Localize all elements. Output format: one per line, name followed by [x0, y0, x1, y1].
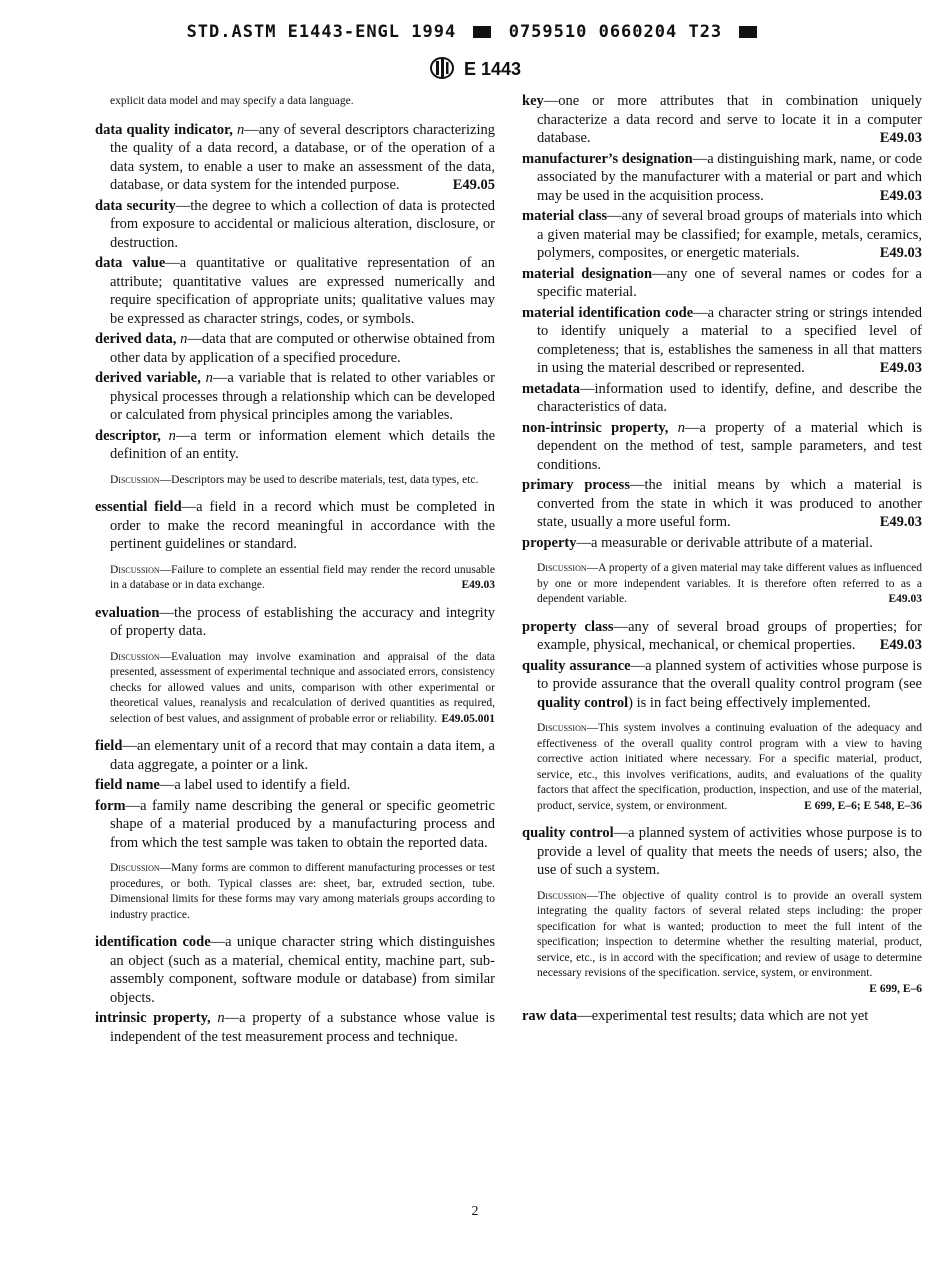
definition-text: —a label used to identify a field. [159, 777, 351, 793]
definition-entry [522, 534, 922, 553]
definition-term: field [95, 738, 123, 754]
definition-entry [95, 254, 495, 328]
committee-code: E49.03 [879, 514, 922, 530]
discussion-text: —The objective of quality control is to provide an overall system integrating the quality factors of several related steps including: the proper specification for what is wanted; production to meet the full intent of the specification; inspection to determine whether the resulting material, product, service, etc., is in accord with the specification; and review of usage to determine necessary revisions of the specification. [537, 889, 922, 979]
discussion-text: —Many forms are common to different manufacturing processes or test procedures, or both. Typical classes are: sheet, bar, extruded section, tube. Dimensional limits for these forms may vary among materials groups according to industry practice. [110, 862, 495, 921]
cross-reference: quality control [537, 694, 629, 711]
definition-text: —a variable that is related to other variables or physical processes through a relationship which can be developed or calculated from physical principles among the variables. [110, 370, 496, 423]
definition-term: property class [522, 618, 614, 635]
definition-entry [95, 797, 495, 853]
discussion-note [110, 861, 495, 923]
definition-term: identification code [95, 934, 211, 950]
definition-term: intrinsic property, [95, 1010, 211, 1026]
definition-entry [522, 618, 922, 655]
definition-entry [95, 330, 495, 367]
definition-entry [522, 304, 922, 378]
definition-text: —any one of several names or codes for a specific material. [537, 265, 922, 300]
part-of-speech: n [180, 331, 188, 347]
part-of-speech: n [677, 419, 685, 436]
definition-text: —a unique character string which distinguishes an object (such as a material, chemical entity, machine part, sub-assembly component, software module or database) from similar objects. [110, 934, 495, 1006]
discussion-label: Discussion [110, 563, 160, 576]
definition-term: material class [522, 208, 608, 224]
definition-term: field name [95, 777, 160, 793]
definition-text: —the degree to which a collection of data is protected from exposure to accidental or malicious alteration, disclosure, or destruction. [110, 197, 496, 251]
definition-term: key [522, 93, 544, 109]
definition-text: —a property of a substance whose value is independent of the test measurement process and technique. [110, 1010, 495, 1045]
definition-entry [522, 657, 922, 713]
definition-text-tail: ) is in fact being effectively implemented. [628, 694, 871, 711]
committee-code: E49.03 [879, 130, 922, 146]
definition-text: —the process of establishing the accuracy and integrity of property data. [110, 604, 495, 639]
definition-text: —one or more attributes that in combination uniquely characterize a data record and serve to locate it in a computer database. [537, 93, 922, 146]
definition-entry [95, 427, 495, 464]
right-column [522, 92, 922, 1028]
header-block-mark [739, 26, 757, 38]
definition-text: —a character string or strings intended to identify uniquely a material to a specified level of completeness; that is, establishes the sameness in all that matters in using the material described or represented. [537, 304, 923, 376]
definition-term: non-intrinsic property, [522, 419, 669, 436]
discussion-note [537, 721, 922, 814]
committee-code: E49.03 [888, 593, 922, 605]
definition-entry [95, 369, 495, 425]
definition-entry [95, 498, 495, 554]
definition-entry [95, 737, 495, 774]
committee-code: E49.03 [461, 579, 495, 591]
discussion-note [537, 561, 922, 608]
definition-term: manufacturer’s designation [522, 150, 693, 167]
definition-entry [522, 419, 922, 475]
discussion-label: Discussion [110, 650, 160, 663]
committee-code: E 699, E–6; E 548, E–36 [804, 799, 922, 812]
definition-text: —any of several broad groups of materials into which a given material may be classified; for example, metals, ceramics, polymers, composites, or energetic materials. [537, 208, 922, 261]
definition-text: —any of several descriptors characterizing the quality of a data record, a database, or of the operation of a data system, to enable a user to make an assessment of the data, database, or data system for the intended purpose. [110, 121, 495, 193]
discussion-text: —Failure to complete an essential field may render the record unusable in a database or in data exchange. [110, 563, 495, 591]
definition-term: property [522, 534, 577, 551]
committee-code: E49.03 [879, 187, 922, 204]
left-column [95, 92, 495, 1048]
discussion-text-tail: service, system, or environment. [722, 967, 873, 979]
definition-entry [522, 207, 922, 263]
definition-term: derived variable, [95, 370, 201, 386]
discussion-label: Discussion [537, 889, 587, 902]
definition-text: —a term or information element which details the definition of an entity. [110, 427, 496, 462]
committee-code: E49.03 [879, 245, 922, 261]
definition-entry [522, 265, 922, 302]
discussion-note [110, 650, 495, 728]
definition-text: —a field in a record which must be completed in order to make the record meaningful in accordance with the pertinent guidelines or standard. [110, 499, 495, 552]
definition-entry [95, 121, 495, 195]
document-header [0, 22, 950, 42]
discussion-text: —A property of a given material may take different values as influenced by one or more independent variables. It is therefore often referred to as a dependent variable. [537, 562, 922, 605]
definition-term: material designation [522, 265, 653, 282]
committee-code: E49.05.001 [441, 712, 495, 725]
definition-text: —a distinguishing mark, name, or code associated by the manufacturer with a material or part and which may be used in the acquisition process. [537, 150, 923, 204]
definition-entry [522, 380, 922, 417]
definition-term: data value [95, 255, 166, 271]
discussion-text: —Evaluation may involve examination and appraisal of the data presented, assessment of experimental technique and associated errors, consistency checks for allowed values and units, comparison with other experimental or theoretical values, reanalysis and recalculation of derived quantities as required, selection of best values, and assignment of probable error or reliability. [110, 650, 495, 725]
definition-entry [522, 1007, 922, 1026]
page-number: 2 [471, 1204, 479, 1219]
definition-entry [95, 197, 495, 253]
definition-text: —an elementary unit of a record that may contain a data item, a data aggregate, a pointer or a link. [110, 738, 495, 773]
part-of-speech: n [236, 121, 245, 138]
definition-entry [95, 933, 495, 1007]
definition-text: —experimental test results; data which are not yet [577, 1008, 869, 1024]
definition-term: evaluation [95, 604, 160, 621]
definition-term: descriptor, [95, 427, 161, 444]
discussion-label: Discussion [537, 562, 587, 574]
header-block-mark [473, 26, 491, 38]
header-left-text: STD.ASTM E1443-ENGL 1994 [186, 22, 457, 42]
definition-entry [522, 150, 922, 206]
definition-term: metadata [522, 380, 580, 397]
definition-term: data quality indicator, [95, 121, 233, 138]
definition-text: —a planned system of activities whose purpose is to provide a level of quality that meets the needs of users; also, the use of such a system. [537, 825, 923, 878]
part-of-speech: n [217, 1010, 225, 1026]
committee-code: E49.03 [879, 637, 922, 653]
definition-entry [95, 776, 495, 795]
definition-entry [95, 1009, 495, 1046]
continuation-text: explicit data model and may specify a data language. [110, 95, 354, 107]
definition-term: raw data [522, 1008, 578, 1024]
discussion-label: Discussion [110, 862, 160, 874]
definition-term: quality assurance [522, 657, 631, 674]
definition-entry [522, 92, 922, 148]
definition-term: data security [95, 197, 176, 214]
definition-text: —a family name describing the general or specific geometric shape of a material produced by a manufacturing process and from which the test sample was taken to obtain the reported data. [110, 797, 495, 851]
committee-code: E49.05 [452, 177, 495, 193]
definition-term: primary process [522, 477, 630, 493]
astm-logo-icon [429, 57, 455, 79]
definition-term: material identification code [522, 304, 694, 321]
part-of-speech: n [205, 370, 213, 386]
discussion-note [110, 563, 495, 594]
discussion-text: —Descriptors may be used to describe materials, test, data types, etc. [159, 473, 479, 486]
committee-code: E 699, E–6 [869, 982, 922, 995]
discussion-note [110, 473, 495, 489]
definition-term: quality control [522, 825, 614, 841]
definition-entry [522, 824, 922, 880]
discussion-label: Discussion [537, 722, 587, 734]
definition-text: —a property of a material which is dependent on the method of test, sample parameters, and test conditions. [537, 419, 922, 473]
standard-title [0, 57, 950, 80]
definition-text: —data that are computed or otherwise obtained from other data by application of a specified procedure. [110, 331, 495, 366]
part-of-speech: n [168, 427, 176, 444]
definition-entry [95, 604, 495, 641]
definition-text: —information used to identify, define, and describe the characteristics of data. [537, 380, 922, 415]
standard-number: E 1443 [463, 59, 522, 79]
definition-text: —a planned system of activities whose purpose is to provide assurance that the overall quality control program (see [537, 657, 922, 692]
definition-entry [522, 476, 922, 532]
definition-text: —a measurable or derivable attribute of a material. [576, 534, 873, 551]
discussion-label: Discussion [110, 473, 160, 486]
definition-text: —a quantitative or qualitative representation of an attribute; quantitative values are expressed numerically and require specification of appropriate units; qualitative values may be expressed as character strings, codes, or symbols. [110, 255, 495, 327]
committee-code: E49.03 [879, 360, 922, 376]
definition-text: —the initial means by which a material is converted from the state in which it was produced to another state, usually a more useful form. [537, 477, 922, 530]
discussion-text: —This system involves a continuing evaluation of the adequacy and effectiveness of the overall quality control program with a view to having corrective action initiated where necessary. For a specific material, product, service, etc., this involves verifications, audits, and evaluations of the quality factors that affect the specification, production, inspection, and use of the material, product, service, system, or environment. [537, 722, 922, 812]
discussion-note [537, 889, 922, 998]
definition-term: essential field [95, 499, 182, 515]
definition-term: form [95, 797, 126, 814]
definition-term: derived data, [95, 331, 177, 347]
definition-text: —any of several broad groups of properties; for example, physical, mechanical, or chemical properties. [537, 618, 922, 653]
header-right-text: 0759510 0660204 T23 [508, 22, 723, 42]
